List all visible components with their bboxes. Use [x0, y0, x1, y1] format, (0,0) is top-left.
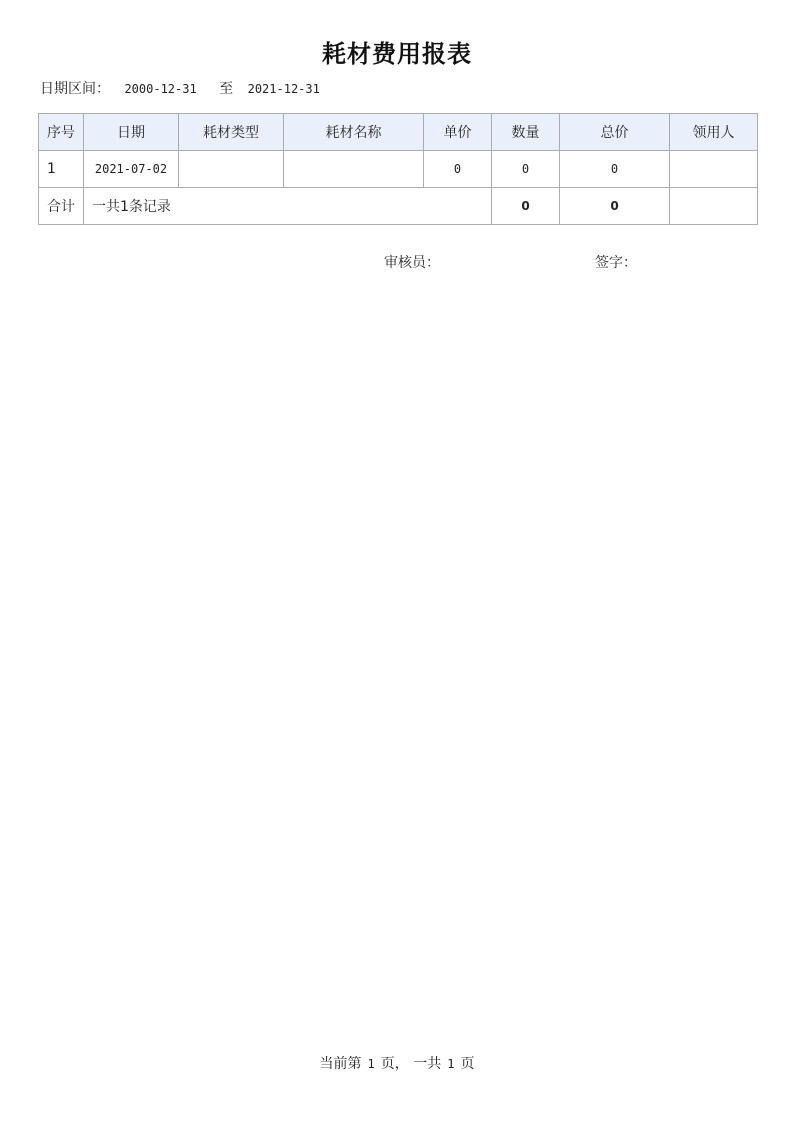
- date-range: [40, 78, 320, 98]
- date-range-label: 日期区间：: [40, 81, 110, 97]
- cell-total: 0: [560, 151, 670, 188]
- cell-unit-price: 0: [424, 151, 492, 188]
- cell-date: 2021-07-02: [84, 151, 179, 188]
- auditor-label: 审核员：: [384, 255, 440, 271]
- header-type: 耗材类型: [179, 114, 284, 151]
- date-range-start: 2000-12-31: [124, 82, 197, 96]
- cell-name: [284, 151, 424, 188]
- footer-middle: 页， 一共: [380, 1056, 442, 1072]
- signature-label: 签字：: [595, 255, 637, 271]
- report-title: 耗材费用报表: [322, 40, 472, 68]
- page-footer: [0, 1053, 794, 1073]
- header-name: 耗材名称: [284, 114, 424, 151]
- summary-label: 合计: [39, 188, 84, 225]
- cell-type: [179, 151, 284, 188]
- header-unit-price: 单价: [424, 114, 492, 151]
- summary-quantity: 0: [492, 188, 560, 225]
- footer-total-pages: 1: [447, 1057, 455, 1071]
- report-table: [38, 113, 758, 225]
- header-recipient: 领用人: [670, 114, 758, 151]
- date-range-end: 2021-12-31: [247, 82, 320, 96]
- table-header-row: [39, 114, 758, 151]
- cell-quantity: 0: [492, 151, 560, 188]
- date-range-separator: 至: [219, 81, 234, 97]
- summary-record-count: 一共1条记录: [84, 188, 492, 225]
- summary-total: 0: [560, 188, 670, 225]
- summary-recipient: [670, 188, 758, 225]
- header-date: 日期: [84, 114, 179, 151]
- summary-row: [39, 188, 758, 225]
- header-quantity: 数量: [492, 114, 560, 151]
- cell-index: 1: [39, 151, 84, 188]
- header-total: 总价: [560, 114, 670, 151]
- cell-recipient: [670, 151, 758, 188]
- header-index: 序号: [39, 114, 84, 151]
- footer-suffix: 页: [460, 1056, 475, 1072]
- table-row: [39, 151, 758, 188]
- footer-current-page: 1: [367, 1057, 375, 1071]
- footer-prefix: 当前第: [319, 1056, 362, 1072]
